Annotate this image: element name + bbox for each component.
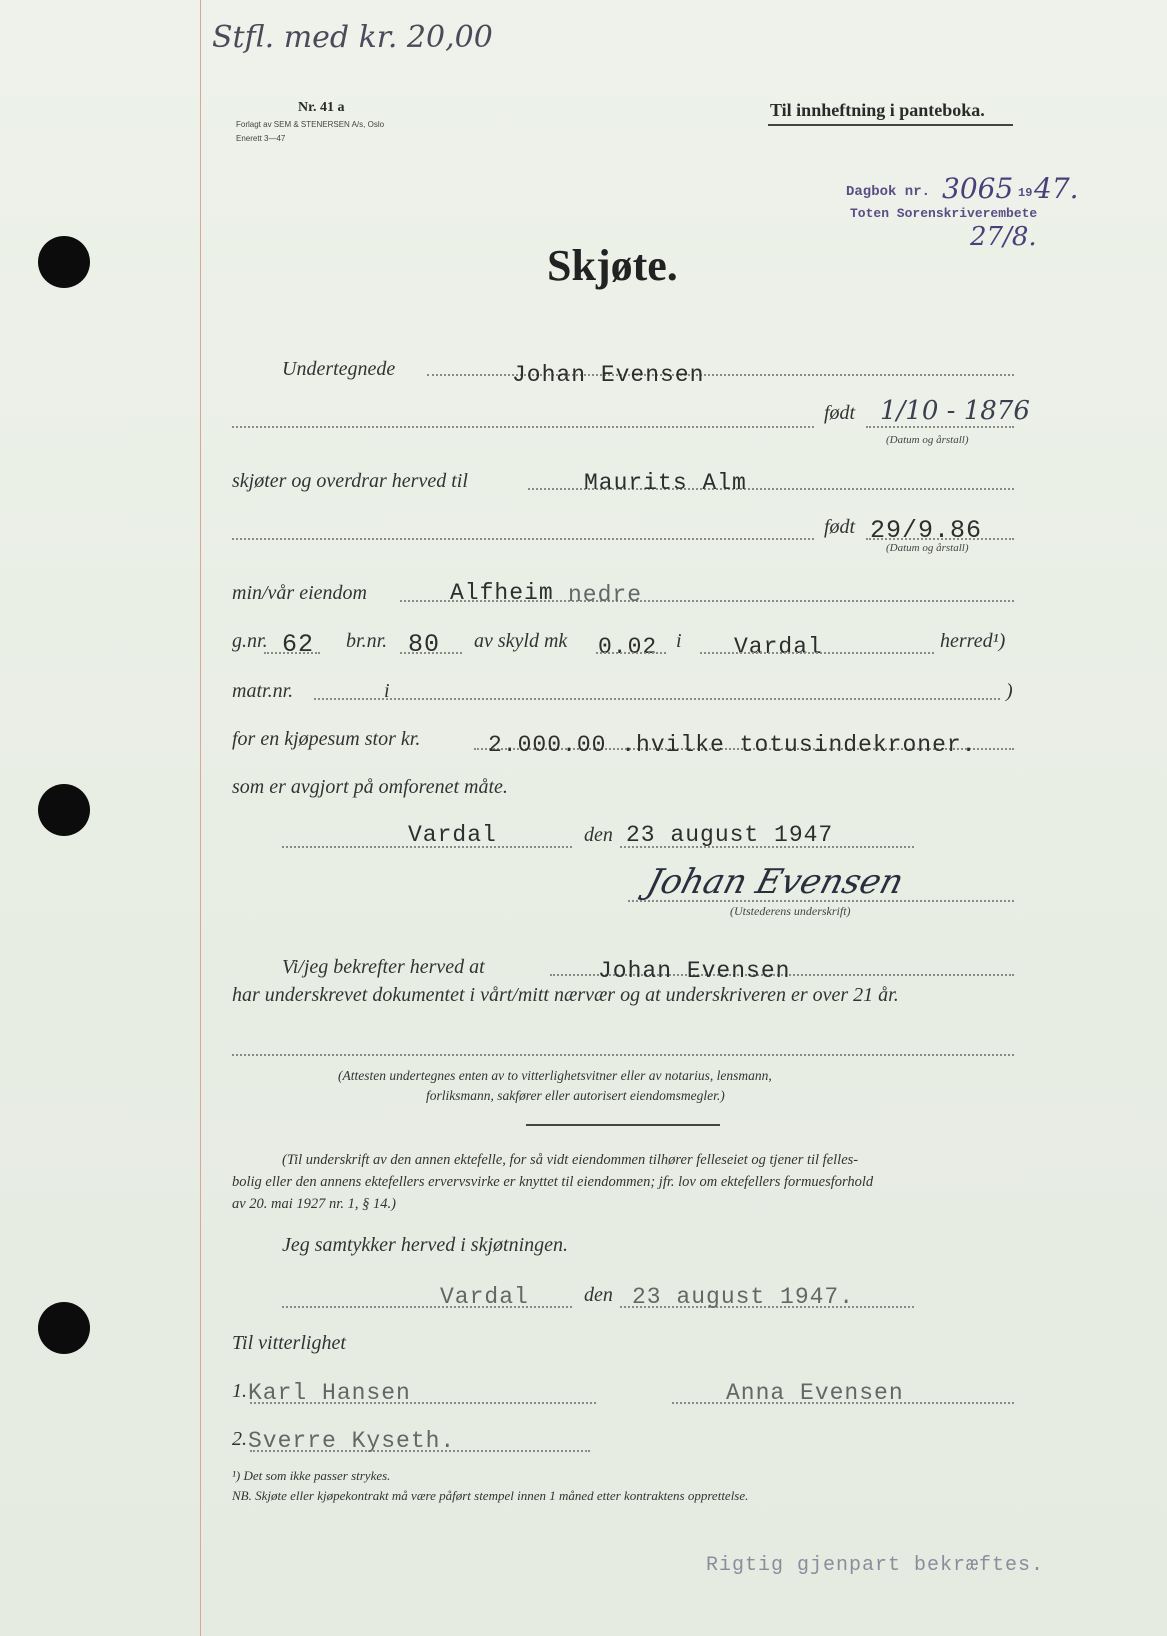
certified-copy-stamp: Rigtig gjenpart bekræftes.: [706, 1554, 1045, 1577]
punch-hole-bottom: [38, 1302, 90, 1354]
herred-value: Vardal: [734, 634, 823, 660]
matr-label: matr.nr.: [232, 680, 294, 702]
ektefelle-note-1: (Til underskrift av den annen ektefelle, for så vidt eiendommen tilhører felleseiet og tjener til felles-: [282, 1152, 859, 1168]
dagbok-date: 27/8.: [970, 222, 1037, 252]
skyld-label: av skyld mk: [474, 630, 568, 652]
ektefelle-note-2: bolig eller den annens ektefellers ervervsvirke er knyttet til eiendommen; jfr. lov om ektefellers formuesforhold: [232, 1174, 874, 1190]
den2-label: den: [584, 1284, 613, 1306]
eiendom-label: min/vår eiendom: [232, 582, 367, 604]
purchase-sum: 2.000.00 .hvilke totusindekroner.: [488, 732, 977, 758]
utsteder-hint: (Utstederens underskrift): [730, 904, 851, 918]
dagbok-year-prefix: 19: [1018, 186, 1033, 200]
skjoter-label: skjøter og overdrar herved til: [232, 470, 468, 492]
witness1-number: 1.: [232, 1380, 247, 1402]
fodt2-line-left: [232, 538, 814, 540]
undertegnede-label: Undertegnede: [282, 358, 396, 380]
matr-paren: ): [1006, 680, 1013, 702]
bekrefter-label: Vi/jeg bekrefter herved at: [282, 956, 485, 978]
dagbok-number: 3065: [942, 172, 1014, 205]
witness-sign-line: [232, 1054, 1014, 1056]
property-name: Alfheim: [450, 580, 554, 606]
spouse-signature: Anna Evensen: [726, 1380, 904, 1406]
omforenet-text: som er avgjort på omforenet måte.: [232, 776, 508, 798]
attesten-note-2: forliksmann, sakfører eller autorisert eiendomsmegler.): [426, 1088, 725, 1103]
herred-label: herred¹): [940, 630, 1006, 652]
date-1: 23 august 1947: [626, 822, 834, 848]
seller-name: Johan Evensen: [512, 362, 705, 388]
property-name-suffix: nedre: [568, 582, 643, 608]
dagbok-label: Dagbok nr.: [846, 184, 931, 200]
punch-hole-top: [38, 236, 90, 288]
place-2: Vardal: [440, 1284, 529, 1310]
confirmed-signer: Johan Evensen: [598, 958, 791, 984]
brnr-value: 80: [408, 630, 441, 659]
fodt2-line-right: [866, 538, 1014, 540]
samtykker-text: Jeg samtykker herved i skjøtningen.: [282, 1234, 569, 1256]
fodt1-line-left: [232, 426, 814, 428]
margin-rule: [200, 0, 201, 1636]
den1-label: den: [584, 824, 613, 846]
seller-signature: Johan Evensen: [642, 862, 908, 902]
form-copyright: Enerett 3—47: [236, 134, 286, 143]
footnote-1: ¹) Det som ikke passer strykes.: [232, 1468, 391, 1483]
date-2: 23 august 1947.: [632, 1284, 855, 1310]
fodt1-line-right: [866, 426, 1014, 428]
seller-birthdate: 1/10 - 1876: [880, 396, 1030, 426]
gnr-line: [264, 652, 320, 654]
divider: [526, 1124, 720, 1126]
datum-hint-1: (Datum og årstall): [886, 434, 969, 446]
gnr-label: g.nr.: [232, 630, 268, 652]
brnr-line: [400, 652, 462, 654]
skyld-value: 0.02: [598, 634, 658, 660]
vitterlighet-label: Til vitterlighet: [232, 1332, 346, 1354]
witness2-number: 2.: [232, 1428, 247, 1450]
underskrevet-text: har underskrevet dokumentet i vårt/mitt nærvær og at underskriveren er over 21 år.: [232, 984, 899, 1006]
kjopesum-label: for en kjøpesum stor kr.: [232, 728, 421, 750]
datum-hint-2: (Datum og årstall): [886, 542, 969, 554]
punch-hole-middle: [38, 784, 90, 836]
skyld-line: [596, 652, 666, 654]
witness-2: Sverre Kyseth.: [248, 1428, 456, 1454]
matr-i-label: i: [384, 680, 390, 702]
form-publisher: Forlagt av SEM & STENERSEN A/s, Oslo: [236, 120, 385, 129]
gnr-value: 62: [282, 630, 315, 659]
herred-line: [700, 652, 934, 654]
dagbok-office: Toten Sorenskriverembete: [850, 206, 1038, 221]
header-underline: [768, 124, 1013, 126]
witness-1: Karl Hansen: [248, 1380, 411, 1406]
place-1: Vardal: [408, 822, 497, 848]
fodt1-label: født: [824, 402, 856, 424]
ektefelle-note-3: av 20. mai 1927 nr. 1, § 14.): [232, 1196, 396, 1212]
buyer-name: Maurits Alm: [584, 470, 747, 496]
footnote-2: NB. Skjøte eller kjøpekontrakt må være påført stempel innen 1 måned etter kontraktens opprettelse.: [232, 1488, 749, 1503]
buyer-birthdate: 29/9.86: [870, 516, 983, 545]
brnr-label: br.nr.: [346, 630, 388, 652]
handwritten-fee-note: Stfl. med kr. 20,00: [212, 20, 493, 55]
attesten-note-1: (Attesten undertegnes enten av to vitterlighetsvitner eller av notarius, lensmann,: [338, 1068, 772, 1083]
herred-i-label: i: [676, 630, 682, 652]
form-number: Nr. 41 a: [298, 100, 345, 115]
header-binding-note: Til innheftning i panteboka.: [770, 100, 985, 120]
dagbok-year: 47.: [1034, 172, 1079, 205]
matr-line: [314, 698, 1000, 700]
document-title: Skjøte.: [547, 241, 678, 290]
fodt2-label: født: [824, 516, 856, 538]
